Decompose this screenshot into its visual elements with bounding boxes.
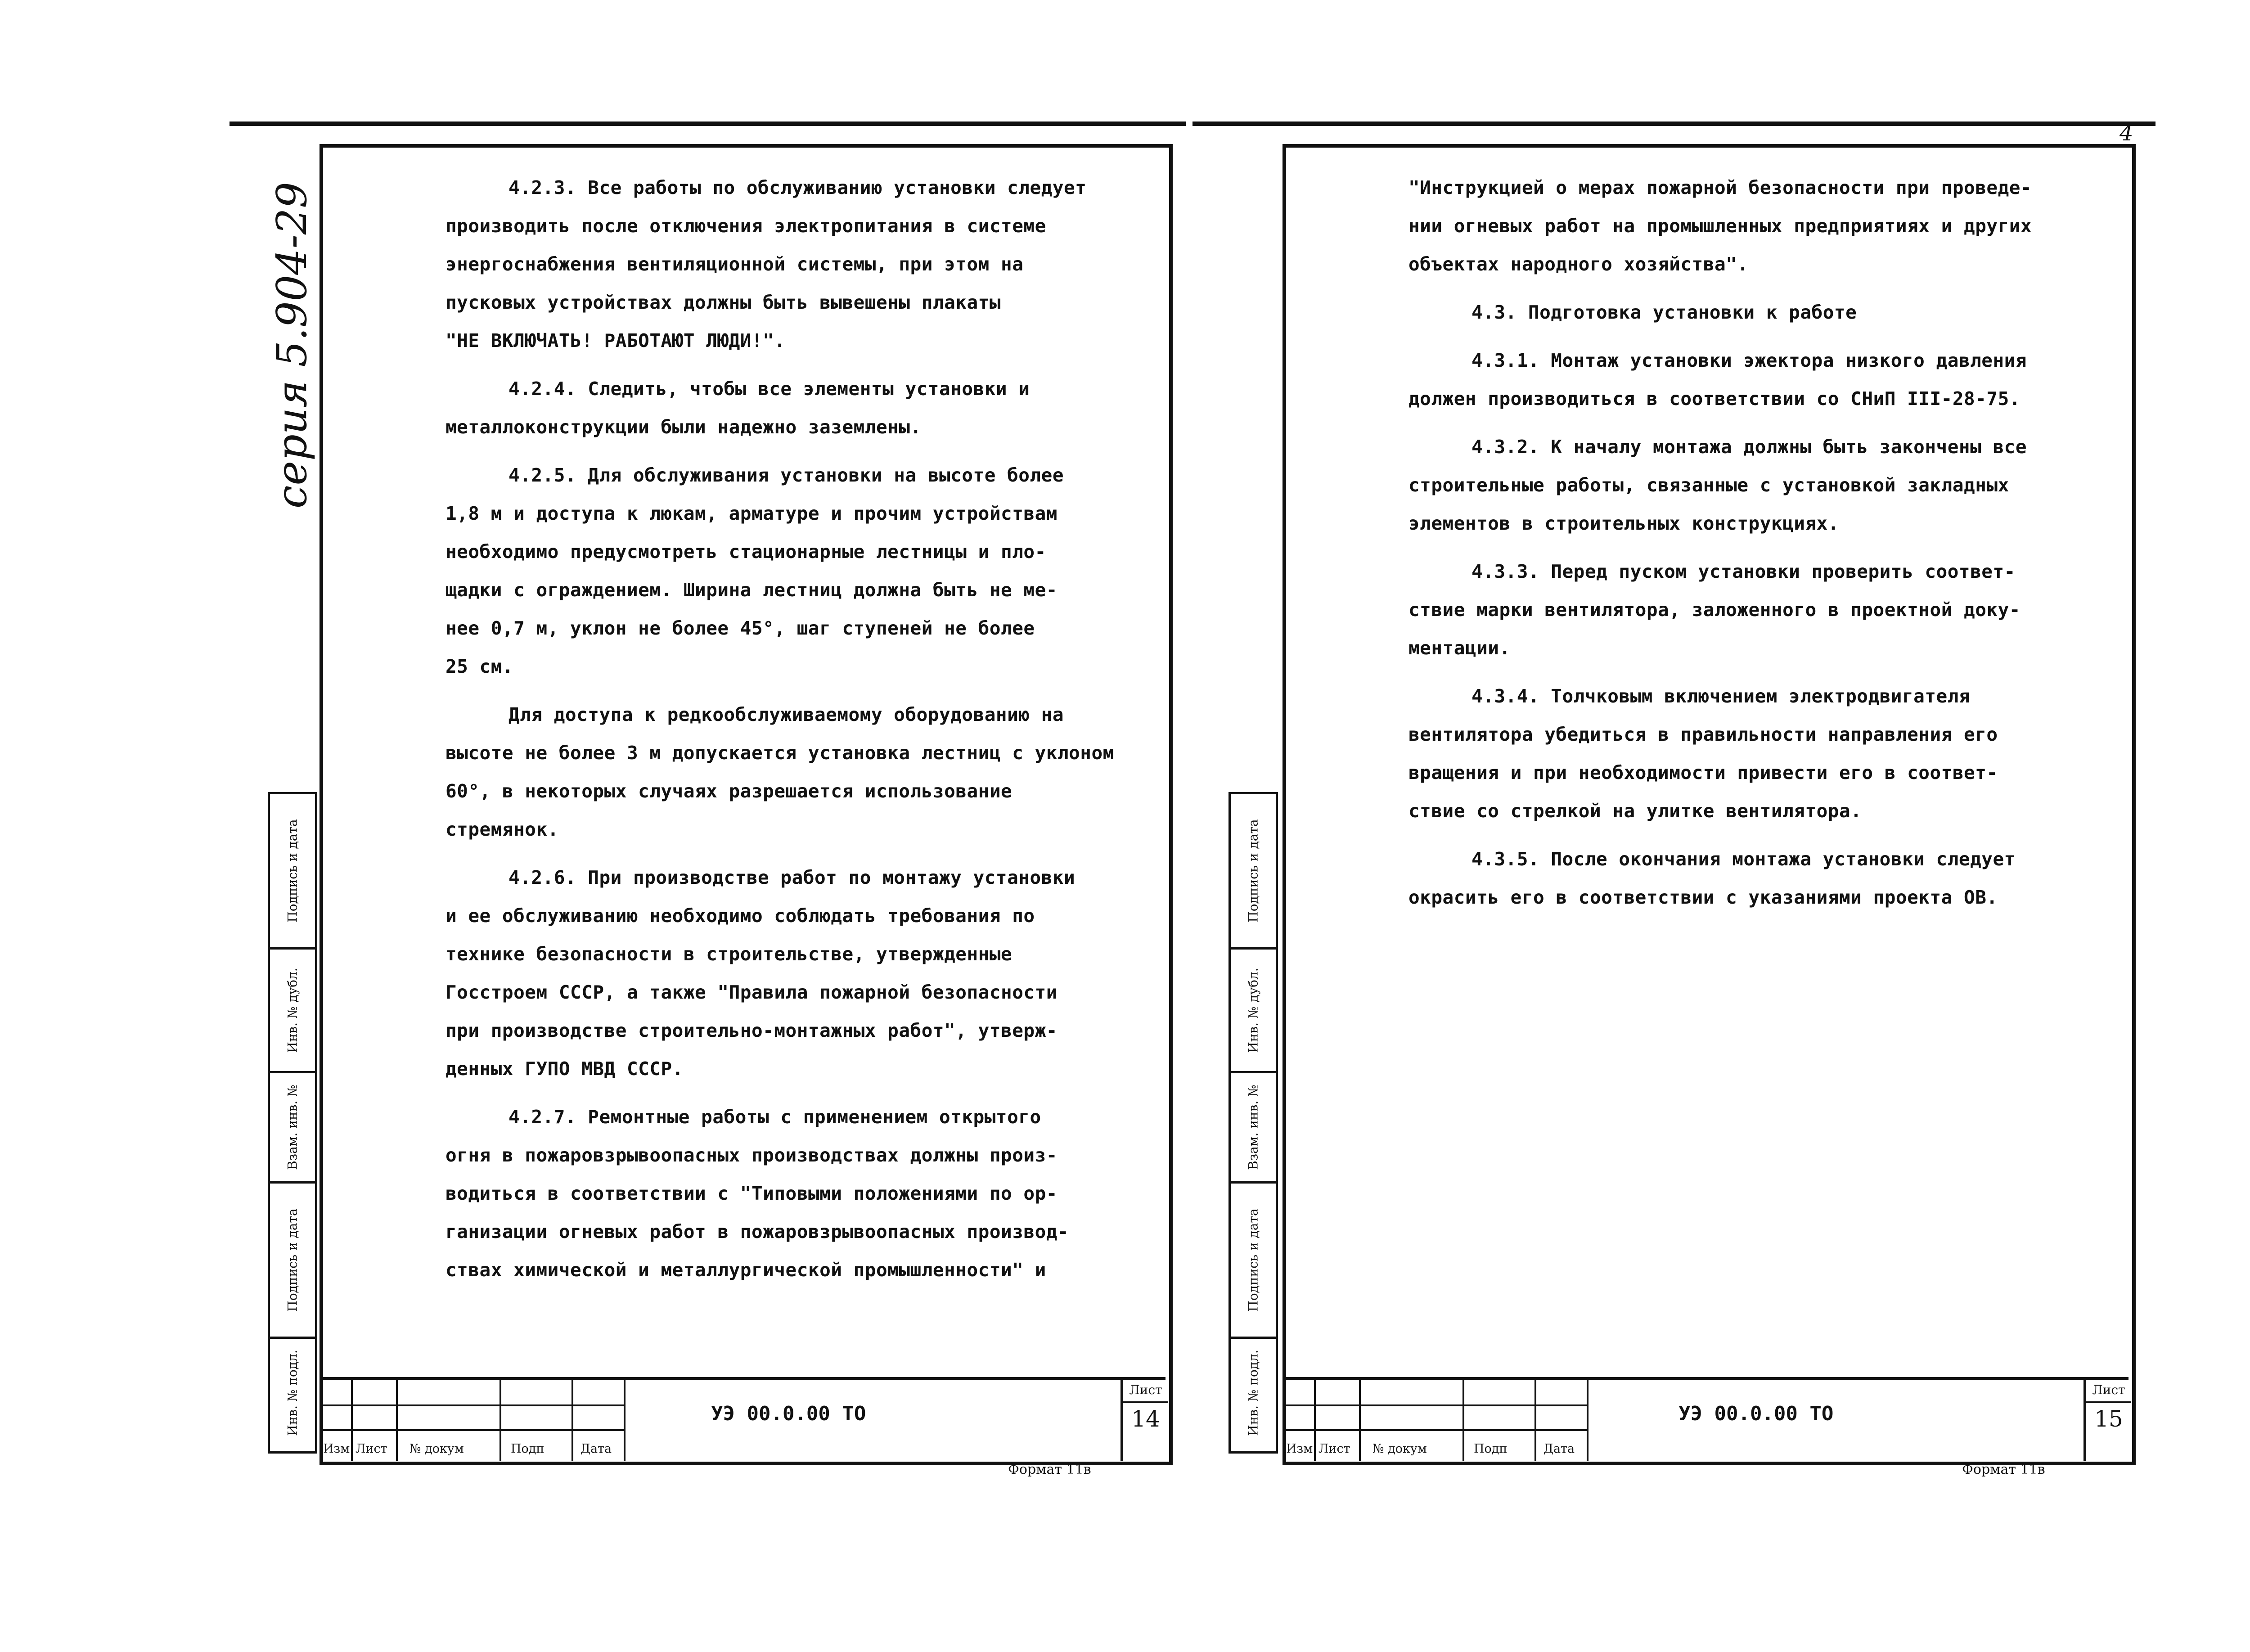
right-page: [1192, 122, 2156, 1481]
side-cell: [1231, 1184, 1276, 1339]
side-label: Инв. № подл.: [1246, 1350, 1261, 1436]
side-label: Подпись и дата: [285, 1208, 300, 1312]
stamp-label: № докум: [410, 1442, 464, 1456]
sheet-number-box: [1120, 1380, 1168, 1461]
left-page: [230, 122, 1186, 1481]
title-block: [1282, 1377, 2128, 1461]
sheet-number: 14: [1131, 1406, 1160, 1432]
paragraph: 4.3.4. Толчковым включением электродвигателя вентилятора убедиться в правильности направления его вращения и при необходимости привести его в соответ- ствие со стрелкой на улитке вентилятора.: [1408, 685, 1998, 822]
side-cell: [270, 794, 315, 950]
title-block: [320, 1377, 1166, 1461]
side-label: Подпись и дата: [1246, 819, 1261, 923]
side-cell: [270, 1339, 315, 1447]
side-cell: [1231, 950, 1276, 1073]
paragraph: 4.2.5. Для обслуживания установки на высоте более 1,8 м и доступа к люкам, арматуре и прочим устройствам необходимо предусмотреть стационарные лестницы и пло- щадки с ограждением. Ширина лестниц должна быть не ме- нее 0,7 м, уклон не более 45°, шаг ступеней не более 25 см.: [446, 464, 1064, 677]
sheet-label: Лист: [1129, 1382, 1162, 1397]
sheet-number-box: [2084, 1380, 2131, 1461]
format-label: Формат 11в: [1962, 1462, 2045, 1477]
paragraph: 4.3.2. К началу монтажа должны быть закончены все строительные работы, связанные с установкой закладных элементов в строительных конструкциях.: [1408, 436, 2027, 534]
side-label: Инв. № дубл.: [285, 968, 300, 1053]
paragraph: 4.2.7. Ремонтные работы с применением открытого огня в пожаровзрывоопасных производствах должны произ- водиться в соответствии с "Типовыми положениями по ор- ганизации огневых работ в пожаровзрывоопасных производ- ствах химической и металлургической промышленности" и: [446, 1106, 1069, 1281]
side-label: Подпись и дата: [1246, 1208, 1261, 1312]
format-label: Формат 11в: [1008, 1462, 1091, 1477]
side-strip: [1228, 792, 1278, 1454]
side-strip: [268, 792, 317, 1454]
paragraph: 4.3.3. Перед пуском установки проверить соответ- ствие марки вентилятора, заложенного в проектной доку- ментации.: [1408, 561, 2020, 659]
document-code: УЭ 00.0.00 ТО: [711, 1402, 866, 1425]
stamp-label: Подп: [511, 1442, 544, 1456]
sheet-number: 15: [2094, 1406, 2123, 1432]
stamp-label: Изм: [1286, 1442, 1313, 1456]
body-text: [1408, 169, 2120, 927]
corner-number: 4: [2120, 121, 2133, 146]
paragraph: 4.2.3. Все работы по обслуживанию установки следует производить после отключения электропитания в системе энергоснабжения вентиляционной системы, при этом на пусковых устройствах должны быть вывешены плакаты "НЕ ВКЛЮЧАТЬ! РАБОТАЮТ ЛЮДИ!".: [446, 177, 1087, 351]
paragraph: 4.3.5. После окончания монтажа установки следует окрасить его в соответствии с указаниями проекта ОВ.: [1408, 848, 2016, 908]
stamp-label: Дата: [580, 1442, 612, 1456]
stamp-label: Изм: [323, 1442, 350, 1456]
section-heading: 4.3. Подготовка установки к работе: [1472, 302, 1857, 323]
side-label: Подпись и дата: [285, 819, 300, 923]
side-cell: [1231, 1073, 1276, 1184]
side-label: Инв. № дубл.: [1246, 968, 1261, 1053]
paragraph: 4.3.1. Монтаж установки эжектора низкого давления должен производиться в соответствии со СНиП III-28-75.: [1408, 350, 2027, 410]
side-cell: [270, 950, 315, 1073]
paragraph: "Инструкцией о мерах пожарной безопасности при проведе- нии огневых работ на промышленных предприятиях и других объектах народного хозяйства".: [1408, 177, 2032, 275]
side-label: Взам. инв. №: [1246, 1085, 1261, 1170]
stamp-label: № докум: [1372, 1442, 1427, 1456]
stamp-label: Дата: [1544, 1442, 1575, 1456]
stamp-label: Лист: [1318, 1442, 1350, 1456]
stamp-label: Лист: [356, 1442, 387, 1456]
document-code: УЭ 00.0.00 ТО: [1678, 1402, 1834, 1425]
side-cell: [1231, 1339, 1276, 1447]
side-cell: [270, 1184, 315, 1339]
paragraph: 4.2.4. Следить, чтобы все элементы установки и металлоконструкции были надежно заземлены.: [446, 378, 1030, 438]
side-label: Взам. инв. №: [285, 1085, 300, 1170]
body-text: [446, 169, 1148, 1299]
stamp-label: Подп: [1474, 1442, 1508, 1456]
paragraph: 4.2.6. При производстве работ по монтажу установки и ее обслуживанию необходимо соблюдать требования по технике безопасности в строительстве, утвержденные Госстроем СССР, а также "Правила пожарной безопасности при производстве строительно-монтажных работ", утверж- денных ГУПО МВД СССР.: [446, 867, 1076, 1080]
side-label: Инв. № подл.: [285, 1350, 300, 1436]
side-cell: [270, 1073, 315, 1184]
paragraph: Для доступа к редкообслуживаемому оборудованию на высоте не более 3 м допускается установка лестниц с уклоном 60°, в некоторых случаях разрешается использование стремянок.: [446, 704, 1114, 840]
sheet-label: Лист: [2092, 1382, 2125, 1397]
side-cell: [1231, 794, 1276, 950]
series-label: серия 5.904-29: [268, 182, 316, 509]
